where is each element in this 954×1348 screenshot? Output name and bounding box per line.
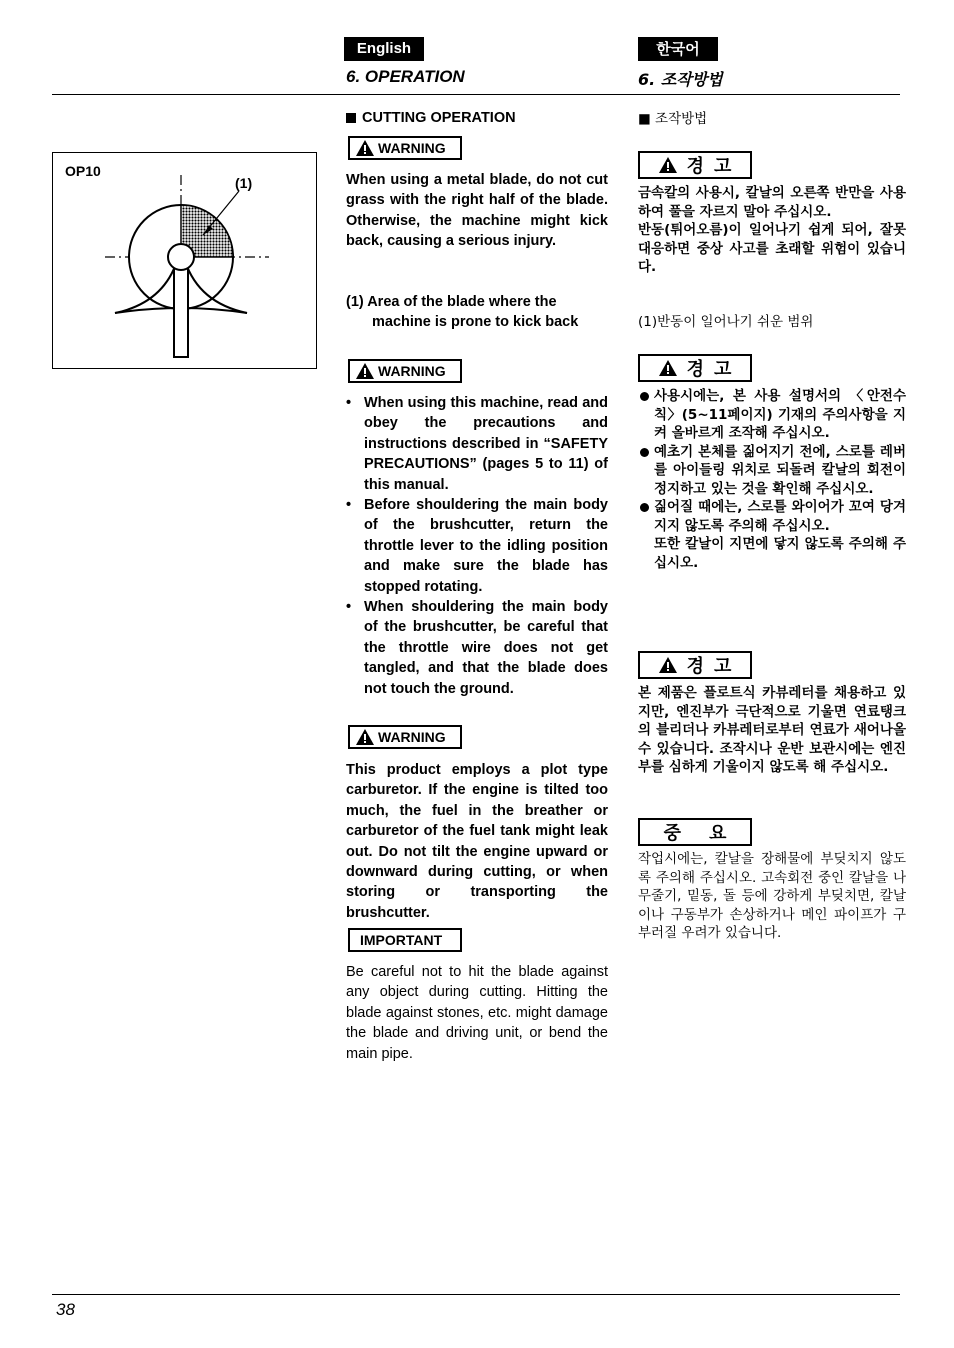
figure-id-label: OP10 xyxy=(65,163,101,179)
korean-warning-3-text: 본 제품은 플로트식 카뷰레터를 채용하고 있지만, 엔진부가 극단적으로 기울면 연료탱크의 블리더나 카뷰레터로부터 연료가 새어나올 수 있습니다. 조작시나 운반 보관시에는 엔진부를 심하게 기울이지 않도록 해 주십시오. xyxy=(638,685,906,775)
korean-important-label: 중 요 xyxy=(638,818,752,846)
language-tab-english: English xyxy=(344,37,424,61)
korean-important-text: 작업시에는, 칼날을 장해물에 부딪치지 않도록 주의해 주십시오. 고속회전 중인 칼날을 나무줄기, 밑동, 돌 등에 강하게 부딪치면, 칼날이나 구동부가 손상하거나 메인 파이프가 구부러질 우려가 있습니다. xyxy=(638,851,906,941)
footer-rule xyxy=(52,1294,900,1295)
important-text: Be careful not to hit the blade against any object during cutting. Hitting the blade against stones, etc. might damage the blade and driving unit, or bend the main pipe. xyxy=(346,964,608,1062)
korean-warning-label-1: 경 고 xyxy=(638,151,752,179)
korean-warning-2-list: 사용시에는, 본 사용 설명서의 〈안전수칙〉(5~11페이지) 기재의 주의사항을 지켜 올바르게 조작해 주십시오. 예초기 본체를 짊어지기 전에, 스로틀 레버를 아이들링 위치로 되돌려 칼날의 회전이 정지하고 있는 것을 확인해 주십시오. 짊어질 때에는, 스로틀 와이어가 꼬여 당겨지지 않도록 주의해 주십시오. 또한 칼날이 지면에 닿지 않도록 주의해 주십시오. xyxy=(638,387,906,572)
cutting-operation-heading: CUTTING OPERATION xyxy=(346,108,608,128)
warning-2-list xyxy=(346,393,608,699)
warning-label-2: WARNING xyxy=(348,359,462,383)
warning-triangle-icon xyxy=(356,363,374,379)
list-item: • When shouldering the main body of the brushcutter, be careful that the throttle wire does not get tangled, and that the blade does not touch the ground. xyxy=(346,597,608,699)
note-1: (1) Area of the blade where the machine is prone to kick back xyxy=(346,294,579,331)
blade-kickback-diagram xyxy=(53,153,316,368)
page-number: 38 xyxy=(56,1300,75,1319)
warning-3-text: This product employs a plot type carburetor. If the engine is tilted too much, the fuel in the breather or carburetor of the fuel tank might leak out. Do not tilt the engine upward or downward during cutting, or when storing or transporting the brushcutter. xyxy=(346,762,608,921)
warning-triangle-icon xyxy=(659,657,677,673)
warning-1-text: When using a metal blade, do not cut grass with the right half of the blade. Otherwise, the machine might kick back, causing a serious injury. xyxy=(346,172,608,250)
korean-warning-label-3: 경 고 xyxy=(638,651,752,679)
figure-callout-label: (1) xyxy=(235,175,253,191)
korean-note-1: (1)반동이 일어나기 쉬운 범위 xyxy=(638,314,814,330)
korean-warning-1-text: 금속칼의 사용시, 칼날의 오른쪽 반만을 사용하여 풀을 자르지 말아 주십시오. 반동(튀어오름)이 일어나기 쉽게 되어, 잘못 대응하면 중상 사고를 초래할 위험이 있습니다. xyxy=(638,185,906,275)
figure-op10 xyxy=(52,152,317,369)
korean-warning-label-2: 경 고 xyxy=(638,354,752,382)
list-item: 예초기 본체를 짊어지기 전에, 스로틀 레버를 아이들링 위치로 되돌려 칼날의 회전이 정지하고 있는 것을 확인해 주십시오. xyxy=(638,443,906,499)
list-item: • Before shouldering the main body of the brushcutter, return the throttle lever to the idling position and make sure the blade has stopped rotating. xyxy=(346,495,608,597)
warning-label-1: WARNING xyxy=(348,136,462,160)
language-tab-korean: 한국어 xyxy=(638,37,718,61)
warning-label-3: WARNING xyxy=(348,725,462,749)
korean-heading: ■ 조작방법 xyxy=(638,111,708,127)
important-label: IMPORTANT xyxy=(348,928,462,952)
section-title-english: 6. OPERATION xyxy=(346,67,465,86)
list-item: 짊어질 때에는, 스로틀 와이어가 꼬여 당겨지지 않도록 주의해 주십시오. xyxy=(638,498,906,535)
square-bullet-icon xyxy=(346,113,356,123)
warning-triangle-icon xyxy=(659,360,677,376)
warning-triangle-icon xyxy=(659,157,677,173)
section-title-korean: 6. 조작방법 xyxy=(638,70,723,89)
english-column xyxy=(346,108,608,128)
list-item: • When using this machine, read and obey the precautions and instructions described in “SAFETY PRECAUTIONS” (pages 5 to 11) of this manual. xyxy=(346,393,608,495)
warning-triangle-icon xyxy=(356,140,374,156)
list-item: 사용시에는, 본 사용 설명서의 〈안전수칙〉(5~11페이지) 기재의 주의사항을 지켜 올바르게 조작해 주십시오. xyxy=(638,387,906,443)
header-rule xyxy=(52,94,900,95)
warning-triangle-icon xyxy=(356,729,374,745)
